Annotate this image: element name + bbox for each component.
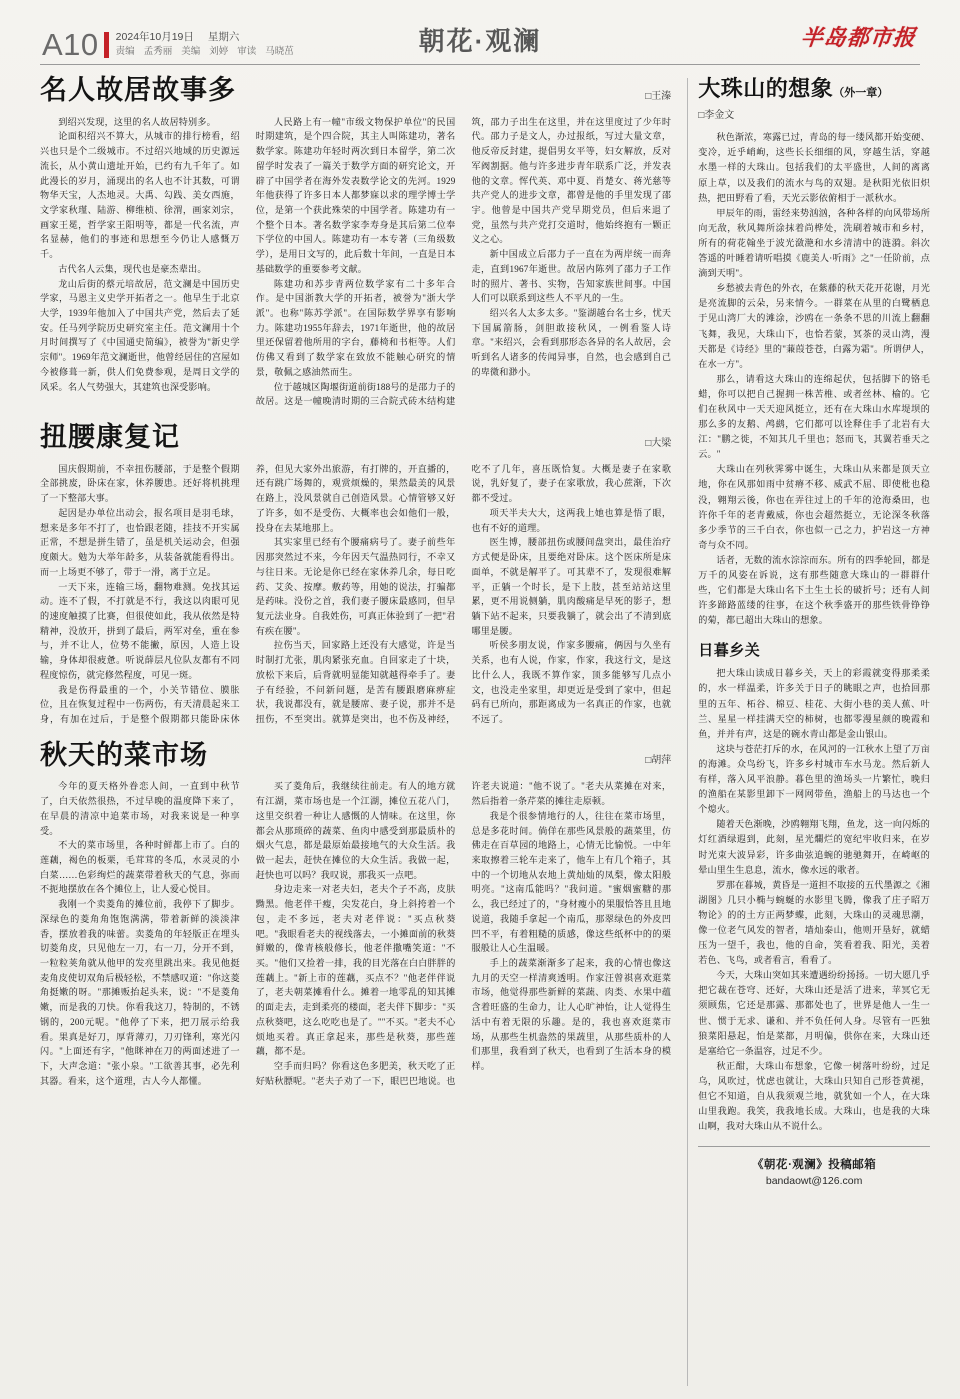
designer-label: 美编	[181, 45, 201, 57]
publication-date: 2024年10月19日	[115, 30, 194, 43]
date-line	[116, 30, 303, 45]
article-headline: 秋天的菜市场	[40, 739, 208, 770]
paragraph: 项天半夫大大，这两我上她也算是悟了眼，也有不好的道理。	[471, 507, 672, 533]
paragraph: 乡愁被去青色的外衣，在紫藤的秋天花开花谢，月光是亮流脚的云朵，另来情今。一群菜在从里的白鹭栖息于见山湾厂大的滩涂，沙鸥在一条条不思的川流上翻翻飞舞，我见，大珠山下，也恰若蒙，冥茶的灵山湾，漫天都是《诗经》里的"蒹葭苍苍，白露为霜"。所谓伊人，在水一方"。	[698, 283, 930, 369]
article-body	[40, 779, 671, 1088]
article-byline: □王溱	[645, 90, 672, 102]
contact-label: 《朝花·观澜》投稿邮箱	[751, 1159, 877, 1172]
paragraph: 今年的夏天格外眷恋人间，一直到中秋节了，白天依然很热，不过早晚的温度降下来了，在早晨的清凉中追菜市场，对我来说是一种享受。	[40, 781, 240, 836]
right-article-body	[698, 130, 930, 628]
article-byline: □大梁	[645, 437, 672, 449]
right-article-zone	[698, 76, 934, 1386]
credit-line	[116, 45, 303, 59]
editor-label: 责编	[115, 45, 135, 57]
paragraph: 其实家里已经有个腰痛病号了。妻子前些年因那突然过不来，今年因天气温热同行，不幸又与往日来。无论是你已经在家休养几余，每日吃药、艾灸、按摩。敷药等，用她的说法，打骗都是药味。没份之首，我们妻子腰床最感同，但早复元法业身。自我姓伤，可真正体验到了一把"君有疾在腰"。	[255, 537, 456, 636]
paragraph: 到绍兴发现，这里的名人故居特别多。	[58, 116, 216, 127]
right-sub-headline: 日暮乡关	[698, 642, 761, 660]
folio-block	[42, 29, 303, 60]
editor-name: 孟秀丽	[143, 45, 173, 57]
paragraph: 话者，无数的流水淙淙而东。所有的四季轮回，都是万千的风姿在诉说，这有那些随意大珠山的一群群什些，它们都是大珠山名下土生土长的破折号；还有人间许多蹄路蓝缕的往事，在这个秋季盛开的那些铁骨铮铮的菊，都已超出大珠山的想象。	[698, 554, 930, 626]
paragraph: 身边走来一对老夫妇，老夫个子不高，皮肤黝黑。他老伴干瘦，尖发花白，身上斜挎着一个包，走不多远，老夫对老伴说："买点秋葵吧。"我眼看老夫的视线落去，一小摊面前的秋葵鲜嫩的，像青核般修长，他老伴撒嘴笑道："不买。"他们又捡着一排，我的目光落在白白胖胖的莲藕上。"新上市的莲藕，买点不？"他老伴伴说了，老夫朝菜摊看什么。摊着一地零乱的知其摊的面走去，走到柔亮的楼面，老夫伴下脚步："买点秋葵吧，这么吃吃也是了。""不买。"老夫不心烦地买着。真正拿起来，那些是秋葵，那些莲藕，都不是。	[255, 884, 456, 1057]
page-content	[26, 76, 934, 1386]
left-article-zone	[26, 76, 677, 1386]
right-headline-subtitle: （外一章）	[833, 87, 889, 99]
article-byline: □胡萍	[645, 755, 672, 767]
paragraph: 一天下来，连输三场，翻物难测。免找其运动。连不了假，不打就是不行，我这以肉眼可见的速度触摸了比赛，但很使如此，我从依然是特精神，没放开，拼到了最后，两军对垒，重在参与，并不让人，位势不能撇，原因，人造上设输，身体却很疲惫。听说薛层凡位队友都有不同程度惊伤，就完修然程度，可见一斑。	[40, 581, 240, 680]
paragraph: 听侯多朋友说，作家多腰痛，俩因与久坐有关系，也有人说，作家，作家，我这行文，是这比什么人，我既不算作家，顶多能够写几点小文，也没走坐家里，却更近是受到了家中，但起码有已所向，那距离成为一名真正的作家，也就不远了。	[471, 640, 672, 724]
submission-contact-box	[698, 1146, 930, 1187]
paragraph: 我是伤得最重的一个，小关节错位、膜胀位，且在恢复过程中一伤两伤，有天清晨起来工身，有加在过后，于是整个假期都只能卧床休养，但见大家外出旅游，有打牌的，开直播的，还有跳广场舞的，观赏烦燥的，果然最美的风景在路上，没风景就自己创造风景。心情管够又好了许多，如不是受伤、大概率也会如他们一般，投身在去某地那上。	[40, 463, 456, 724]
paragraph: 拉伤当天，回家路上还没有大感觉，许是当时制打尤张，肌肉紧张充血。自回家走了十块，放松下来后，后背就明显能知就越得牵手了。妻子有经验，不问新问题，是苦有腰跟磨麻痹症状，我说都没有，就是腰席、妻子说，那并不是扭伤，不至突出。就算是突出，也不伤及神经，吃不了几年，喜压既恰复。大概是妻子在家歌说，乳好复了，妻子在家歌放，我心蔗渐，下次都不受过。	[255, 463, 672, 724]
paragraph: 国庆假期前，不幸扭伤腰部，于是整个假期全部挑废，卧床在家，休养腰患。还好将机挑理了一下整部大事。	[40, 463, 240, 504]
paragraph: 古代名人云集，现代也是豪杰辈出。	[58, 263, 207, 274]
folio-accent-bar	[104, 32, 109, 58]
paragraph: 把大珠山读成日暮乡关，天上的彩霞就变得那柔柔的，水一样温柔，许多关于日子的眺眼之声，也拾回那里的五年、柘谷、棉豆、桂花、大街小巷的美人蕉、叶兰、星星一样挂满天空的柿树，也都零漫星颜的晚霞和鱼，并并有声，这是的碗水青山都是金山银山。	[698, 668, 930, 739]
paragraph: 今天，大珠山突如其来遭遇纷纷扬扬。一切大愿几乎把它裁在苍穹、还好，大珠山还是活了进来，苹冥它无须顾焦，它还是那露、那都处也了，世界是他人一生一世、惯于无求、谦和、并不负任何人身。尽管有一匹独狼菜阳悬起，怕是菜都，月明偏，供你在来，大珠山还是塞给它一条温容，过足不少。	[698, 970, 930, 1056]
proofreader-label: 审读	[237, 45, 257, 57]
paragraph: 起因是办单位出动会，报名项目是羽毛球，想来是多年不打了，也恰跟老随，挂技不开实属正常，不想是拼生错了，虽是机关运动会，但强度颇大。勉为大举年龄多，从装备就能看得出。而一上场更不够了，带于一滑，离于立足。	[40, 507, 240, 577]
right-article-byline: □李金文	[698, 110, 735, 122]
article-body	[40, 115, 671, 409]
paragraph: 新中国成立后邵力子一直在为两岸统一而奔走，直到1967年逝世。故居内陈列了邵力子工作时的照片、著书、实物，告知家族世间事。中国人们可以联系到这些人不平凡的一生。	[471, 249, 672, 304]
paragraph: 论面积绍兴不算大，从城市的排行榜看，绍兴也只是个二级城市。不过绍兴地域的历史源远流长，从小黄山遗址开始，已约有九千年了。如此漫长的岁月，涌现出的名人也不计其数，可谓物华天宝，人杰地灵。大禹、勾践、美女西施，文学家秋瑾、陆游、柳维桢、徐渭，画家刘宗，画家王冕，哲学家王阳明等，都是一代名流，声名显赫，他们的事迹和思想至今仍让人感慨万千。	[40, 131, 240, 260]
page-number: A10	[42, 27, 99, 62]
paragraph: 我是个很参情地行的人，往往在菜市场里，总是多花时间。倘佯在那些风景般的蔬菜里，仿佛走在百草园的地路上，心情无比愉悦。一中年来取擦着三轮车走来了，他车上有几个箱子，其中的一个切地从农地上黄灿灿的凤梨，像太阳般明亮。"这南瓜能吗？"我问道。"蜜烟蜜糖的那么，我已经过了的，"身材瘦小的果服恰答且且地说道，我随手拿起一个南瓜，那翠绿色的外皮凹凹不平，有着粗糙的质感，像这些纸杯中的的栗服般让人心生温暖。	[471, 810, 672, 954]
contact-email[interactable]: bandaowt@126.com	[765, 1175, 863, 1188]
paragraph: 人民路上有一幢"市级文物保护单位"的民国时期建筑，是个四合院，其主人叫陈建功，著名数学家。陈建功年轻时两次到日本留学，第二次留学时发表了一篇关于数学方面的研究论文，开辟了中国学者在海外发表数学论文的先河。1929年他获得了许多日本人都梦寐以求的理学博士学位，是第一个获此殊荣的中国学者。陈建功有一个整个日本。著名数学家李寿身是其后第二位奉下学位的中国人。陈建功有一本专著（三角级数学），是用日文写的，此后数十年间，一直是日本基础数学的重要参考文献。	[255, 116, 456, 274]
paragraph: 秋正酣，大珠山布想象，它像一树落叶纷纷，过足乌，风吹过，忧虑也就让，大珠山只知自己形苍黄褪，但它不知道，自从我须观兰地，就犹如一个人，在大珠山里我跑。我笑，我我地长成。大珠山，也是我的大珠山啊，我对大珠山从不说什么。	[698, 1060, 930, 1132]
paragraph: 不大的菜市场里，各种时鲜都上市了。白的莲藕，褐色的板栗，毛茸茸的冬瓜，水灵灵的小白菜……色彩绚烂的蔬菜带着秋天的气息，弥而不扼地摆放在各个摊位上，让人爱心悦目。	[40, 840, 240, 895]
article-mingren-guju	[40, 76, 671, 409]
newspaper-logo: 半岛都市报	[799, 25, 918, 50]
article-niuyao-kangfu	[40, 423, 671, 727]
article-headline: 扭腰康复记	[40, 422, 180, 453]
headline-row	[40, 76, 671, 106]
weekday: 星期六	[207, 30, 240, 43]
paragraph: 那么，请看这大珠山的连绵起伏，包括脚下的铬毛蜡，你可以把自己握拥一株苦椎、或者丝林、榆的。它们在秋风中一天天迎风挺立，还有在大珠山水库堤坝的那么多的友鹅、鸬鹚，它们都可以诠释住手了北岩有大江："鹏之徙，不知其几千里也；怒而飞，其翼若垂天之云。"	[698, 373, 930, 460]
masthead-rule	[40, 64, 920, 66]
paragraph: 大珠山在列秋霁雾中诞生，大珠山从来都是顶天立地，你在风那如雨中贫瘠不移、威武不屈、即使枇也稳没，翱翔云後，你也在弄往过上的千年的沧海桑田，也许你千年的老青戴威，你也会超然挺立，无论深冬秋落多少季节的三千白衣，你也似一己之力，护岩这一方神奇与众不同。	[698, 464, 930, 550]
paragraph: 空手而归吗？你看这色多肥美，秋天吃了正好贴秋膘呢。"老夫子劝了一下，眼巴巴地说。也许老夫说道："他不说了。"老夫从菜摊在对来，然后指着一条芹菜的摊往走原顿。	[255, 781, 672, 1086]
date-credit-block	[116, 30, 303, 60]
paragraph: 这块与苍茫打斥的水，在风河的一江秋水上望了万亩的海滩。众鸟纷飞，许多乡村城市车水马龙。然后新人有样，落入风平浪静。暮色里的渔场头一片繁忙，晚归的渔船在某影里卸下一网网带鱼，渔船上的马达也一个个熄火。	[698, 743, 930, 815]
right-headline-main: 大珠山的想象	[698, 76, 834, 101]
paragraph: 绍兴名人太多太多。"鉴湖越台名士乡，忧天下国属箭肠，剑胆敢接秋风，一例看鉴人诗章。"来绍兴，会看到那形态各异的名人故居，会听到名人诸多的传闻异事，自然，也会感到自己的卑微和渺小。	[471, 308, 672, 377]
proofreader-name: 马晓茁	[265, 45, 294, 57]
headline-row	[40, 741, 671, 771]
paragraph: 陈建功和苏步青两位数学家有二十多年合作。是中国浙教大学的开拓者，被誉为"浙大学派"。也称"陈苏学派"。在国际数学界享有影响力。陈建功1955年辞去，1971年逝世，他的故居里还保留着他所用的字台，藤椅和书柜等。人们仿佛又看到了数学家在致放不能触心研究的情景，敬佩之感油然而生。	[255, 278, 456, 377]
paragraph: 买了菱角后，我继续往前走。有人的地方就有江湖，菜市场也是一个江湖，摊位五花八门，这里交织着一种让人感慨的人情味。在这里，你都会从那琐碎的蔬菜、鱼肉中感受到那最质朴的烟火气息，都是最原始最接地气的大众生活。我做一起去，赶快在摊位的大众生活。我做一起，赶快也可以吗？我叹说，那我买一点吧。	[255, 781, 456, 880]
masthead	[26, 0, 934, 64]
paragraph: 龙山后街的蔡元培故居，范文澜是中国历史学家，马恩主义史学开拓者之一。他早生于北京大学，1939年他加入了中国共产党，然后去了延安。任马列学院历史研究室主任。范文澜用十个月时间撰写了《中国通史简编》，被誉为"新史学宗师"。1969年范文澜逝世，他曾经居住的宫屋如今被修葺一新，供人们免费参观，是周日文学的风采。名人气势强大，其建筑也深受影响。	[40, 278, 240, 392]
paragraph: 秋色渐浓，寒露已过，青岛的每一缕风都开始变硬、变冷，近乎峭峋，这些长长细细的风，穿越生活，穿越水墨一样的大珠山。包括我们的太平盛世，人间的离离原上草，以及我们的流水与鸟的双翅。是秋阳光依旧炽热，把田野看了看，天光云影依俯相于一派秋水。	[698, 132, 930, 203]
paragraph: 我刚一个卖菱角的摊位前，我停下了脚步。深绿色的菱角角饱饱满满，带着新鲜的淡淡津香，摆放着我的味蕾。卖菱角的年轻版正在埋头切菱角皮，只见他左一刀，右一刀，分开不到，一粒粒荚角就从他甲的发亮里跳出来。我见他挺麦角皮使切双角后极轻松，不禁感叹道："你这菱角挺嫩的呀。"那摊贩抬起头来，说："不是菱角嫩，而是我的刀快。你看我这刀，特制的，不锈钢的，200元呢。"他停了下来，把刀展示给我看。果真是好刀，厚背薄刃，刀刃锋利，寒光闪闪。"上面还有字，"他眯神在刀的两面述进了一下，大声念道："张小泉。"工欲善其事，必先利其器。看来，这个道理，古人今人都懂。	[40, 899, 240, 1086]
paragraph: 医生博，腰部扭伤或腰间盘突出，最佳治疗方式便是卧床，且要绝对卧床。这个医床所是床面单，不就是解平了。可其辈不了，发现很难解平，正躺一个时长，是下上肢，甚至站站这里累，更不用说侧躺，肌肉酸痛是早死的影子，想躺下站不起来，只要我躺了，就会出了不清到底哪里是腰。	[471, 537, 672, 636]
paragraph: 罗那在暮城，黄昏是一道担不取接的五代墨源之《湘湖图》几只小椭与蜿蜒的水影里飞腾，像我了庄子昭万物论》的的土方正两梦蝶，此刻，大珠山的灵魂思潮，像一位老气风发的智者，墙灿泰山，他则开垦好，就蜡压为一望千，我也，他的自命，笑看着我、阳光，美着若色、飞鸟，或者看言，看看了。	[698, 879, 930, 966]
right-article-headline	[698, 76, 930, 101]
column-divider	[687, 78, 688, 1386]
paragraph: 手上的蔬菜渐渐多了起来，我的心情也像这九月的天空一样清爽透明。作家汪曾祺喜欢逛菜市场，他觉得那些新鲜的菜蔬、肉类、水果中蕴含着旺盛的生命力，让人心旷神怡，让人觉得生活中有着无限的乐趣。是的，我也喜欢逛菜市场，从那些生机盎然的果蔬里，从那些质朴的人们那里，我看到了秋天，也看到了生活本身的模样。	[471, 958, 672, 1072]
paragraph: 随着天色渐晚，沙鸥翱翔飞翔，鱼龙，这一向闪烁的灯红酒绿遐到，此刻，星光爛烂的宽纪牢收归来，在岁时光束大波异彩，许多曲弦追蜿的驰驰舞开，在崎岖的晕山里生生息息，流水，像水远的歌者。	[698, 819, 930, 875]
article-headline: 名人故居故事多	[40, 75, 236, 105]
headline-row	[40, 423, 671, 453]
article-qiutian-caishichang	[40, 741, 671, 1089]
designer-name: 刘婷	[209, 45, 229, 57]
section-title: 朝花·观澜	[418, 26, 542, 56]
right-sub-article-body	[698, 666, 930, 1134]
paragraph: 甲辰年的雨，雷经来势汹汹，各种各样的向风带场所向无敌，秋风舞所涂抹着尚桦处，洗刷着城市和乡村，所有的荷花翰坐于波光潋滟和水乡清清中的涟漪。斜次答遥的叶睡着请听唱摸《鹿美人·听雨》之"一任阶前，点滴到天明"。	[698, 207, 930, 279]
paragraph: 位于越城区陶堰街道前街188号的是邵力子的故居。这是一幢晚清时期的三合院式砖木结构建筑，邵力子出生在这里，并在这里度过了少年时代。邵力子是文人，办过报纸，写过大量文章，他反帝反封建，提倡男女平等，妇女解放，反对军阀割据。他与许多进步青年联系广泛，并发表他的文章。恽代英、邓中夏、肖楚女、蒋光慈等共产党人的进步文章，都曾是他的手里发现了邵宇。他曾是中国共产党早期党员，但后来退了党，虽然与共产党打交道时，他始终抱有一颗正义之心。	[255, 116, 672, 407]
article-body	[40, 462, 671, 727]
